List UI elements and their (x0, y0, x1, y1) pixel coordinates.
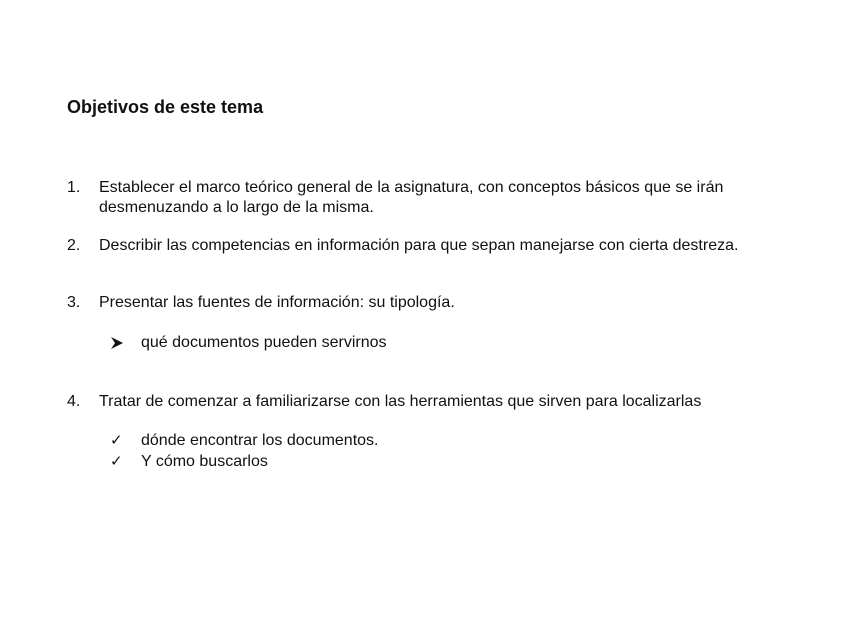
item-text-line: Establecer el marco teórico general de la asignatura, con conceptos básicos que se irán (99, 179, 724, 196)
item-text-line: Tratar de comenzar a familiarizarse con las herramientas que sirven para localizarlas (99, 393, 702, 410)
arrow-bullet-icon (110, 336, 124, 350)
item-number: 3. (67, 294, 81, 311)
checkmark-icon: ✓ (110, 432, 123, 449)
subitem-text: Y cómo buscarlos (141, 453, 268, 470)
item-number: 2. (67, 237, 81, 254)
item-text-line: desmenuzando a lo largo de la misma. (99, 199, 374, 216)
item-number: 1. (67, 179, 81, 196)
page-title: Objetivos de este tema (67, 97, 264, 117)
subitem-text: qué documentos pueden servirnos (141, 334, 387, 351)
checkmark-icon: ✓ (110, 453, 123, 470)
item-number: 4. (67, 393, 81, 410)
subitem-text: dónde encontrar los documentos. (141, 432, 379, 449)
item-text-line: Presentar las fuentes de información: su tipología. (99, 294, 455, 311)
item-text-line: Describir las competencias en información para que sepan manejarse con cierta destreza. (99, 237, 739, 254)
